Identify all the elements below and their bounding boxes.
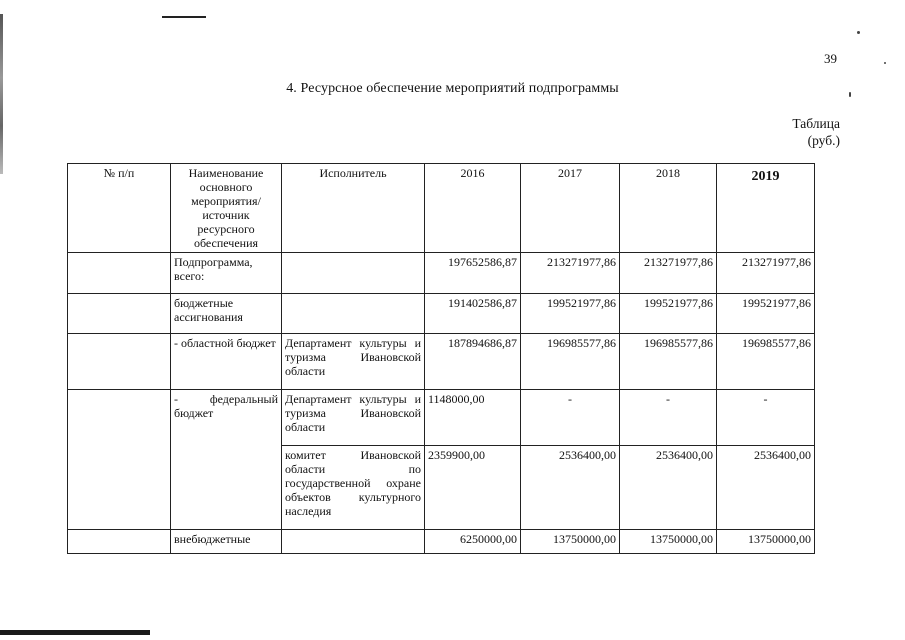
table-row xyxy=(68,253,815,294)
row-executor-cell xyxy=(282,530,425,554)
scan-artifact-dot xyxy=(884,62,886,64)
value-2017: - xyxy=(521,390,620,446)
value-2017: 2536400,00 xyxy=(521,446,620,530)
row-executor-cell xyxy=(282,294,425,334)
header-year-2019: 2019 xyxy=(717,164,815,253)
page-title: 4. Ресурсное обеспечение мероприятий подпрограммы xyxy=(286,81,619,96)
header-name: Наименование основного мероприятия/источник ресурсного обеспечения xyxy=(171,164,282,253)
resource-table xyxy=(67,163,815,554)
value-2016: 2359900,00 xyxy=(425,446,521,530)
value-2017: 13750000,00 xyxy=(521,530,620,554)
scan-artifact-line xyxy=(0,630,150,635)
scan-artifact-line xyxy=(162,16,206,18)
value-2016: 187894686,87 xyxy=(425,334,521,390)
value-2016: 197652586,87 xyxy=(425,253,521,294)
value-2019: 2536400,00 xyxy=(717,446,815,530)
value-2016: 191402586,87 xyxy=(425,294,521,334)
row-number-cell xyxy=(68,530,171,554)
value-2016: 6250000,00 xyxy=(425,530,521,554)
value-2018: 13750000,00 xyxy=(620,530,717,554)
table-row xyxy=(68,294,815,334)
value-2018: - xyxy=(620,390,717,446)
header-number: № п/п xyxy=(68,164,171,253)
header-executor: Исполнитель xyxy=(282,164,425,253)
table-row xyxy=(68,530,815,554)
value-2017: 196985577,86 xyxy=(521,334,620,390)
row-name-cell: - областной бюджет xyxy=(171,334,282,390)
value-2018: 199521977,86 xyxy=(620,294,717,334)
page-number: 39 xyxy=(824,51,837,66)
value-2017: 199521977,86 xyxy=(521,294,620,334)
value-2019: 196985577,86 xyxy=(717,334,815,390)
table-row xyxy=(68,390,815,446)
row-executor-cell: Департамент культуры и туризма Ивановской области xyxy=(282,334,425,390)
row-name-cell: - федеральный бюджет xyxy=(171,390,282,530)
value-2018: 196985577,86 xyxy=(620,334,717,390)
header-year-2016: 2016 xyxy=(425,164,521,253)
value-2019: 13750000,00 xyxy=(717,530,815,554)
scan-artifact-dot xyxy=(857,31,860,34)
row-executor-cell: Департамент культуры и туризма Ивановской области xyxy=(282,390,425,446)
row-name-cell: Подпрограмма, всего: xyxy=(171,253,282,294)
value-2017: 213271977,86 xyxy=(521,253,620,294)
row-number-cell xyxy=(68,334,171,390)
header-year-2018: 2018 xyxy=(620,164,717,253)
header-year-2017: 2017 xyxy=(521,164,620,253)
value-2019: - xyxy=(717,390,815,446)
value-2019: 213271977,86 xyxy=(717,253,815,294)
value-2018: 213271977,86 xyxy=(620,253,717,294)
row-name-cell: внебюджетные xyxy=(171,530,282,554)
row-executor-cell: комитет Ивановской области по государственной охране объектов культурного наследия xyxy=(282,446,425,530)
table-row xyxy=(68,334,815,390)
row-number-cell xyxy=(68,253,171,294)
table-caption xyxy=(792,115,840,149)
row-number-cell xyxy=(68,294,171,334)
value-2018: 2536400,00 xyxy=(620,446,717,530)
value-2016: 1148000,00 xyxy=(425,390,521,446)
row-executor-cell xyxy=(282,253,425,294)
row-number-cell xyxy=(68,390,171,530)
table-header-row xyxy=(68,164,815,253)
table-caption-unit: (руб.) xyxy=(807,133,840,148)
row-name-cell: бюджетные ассигнования xyxy=(171,294,282,334)
table-caption-label: Таблица xyxy=(792,116,840,131)
value-2019: 199521977,86 xyxy=(717,294,815,334)
